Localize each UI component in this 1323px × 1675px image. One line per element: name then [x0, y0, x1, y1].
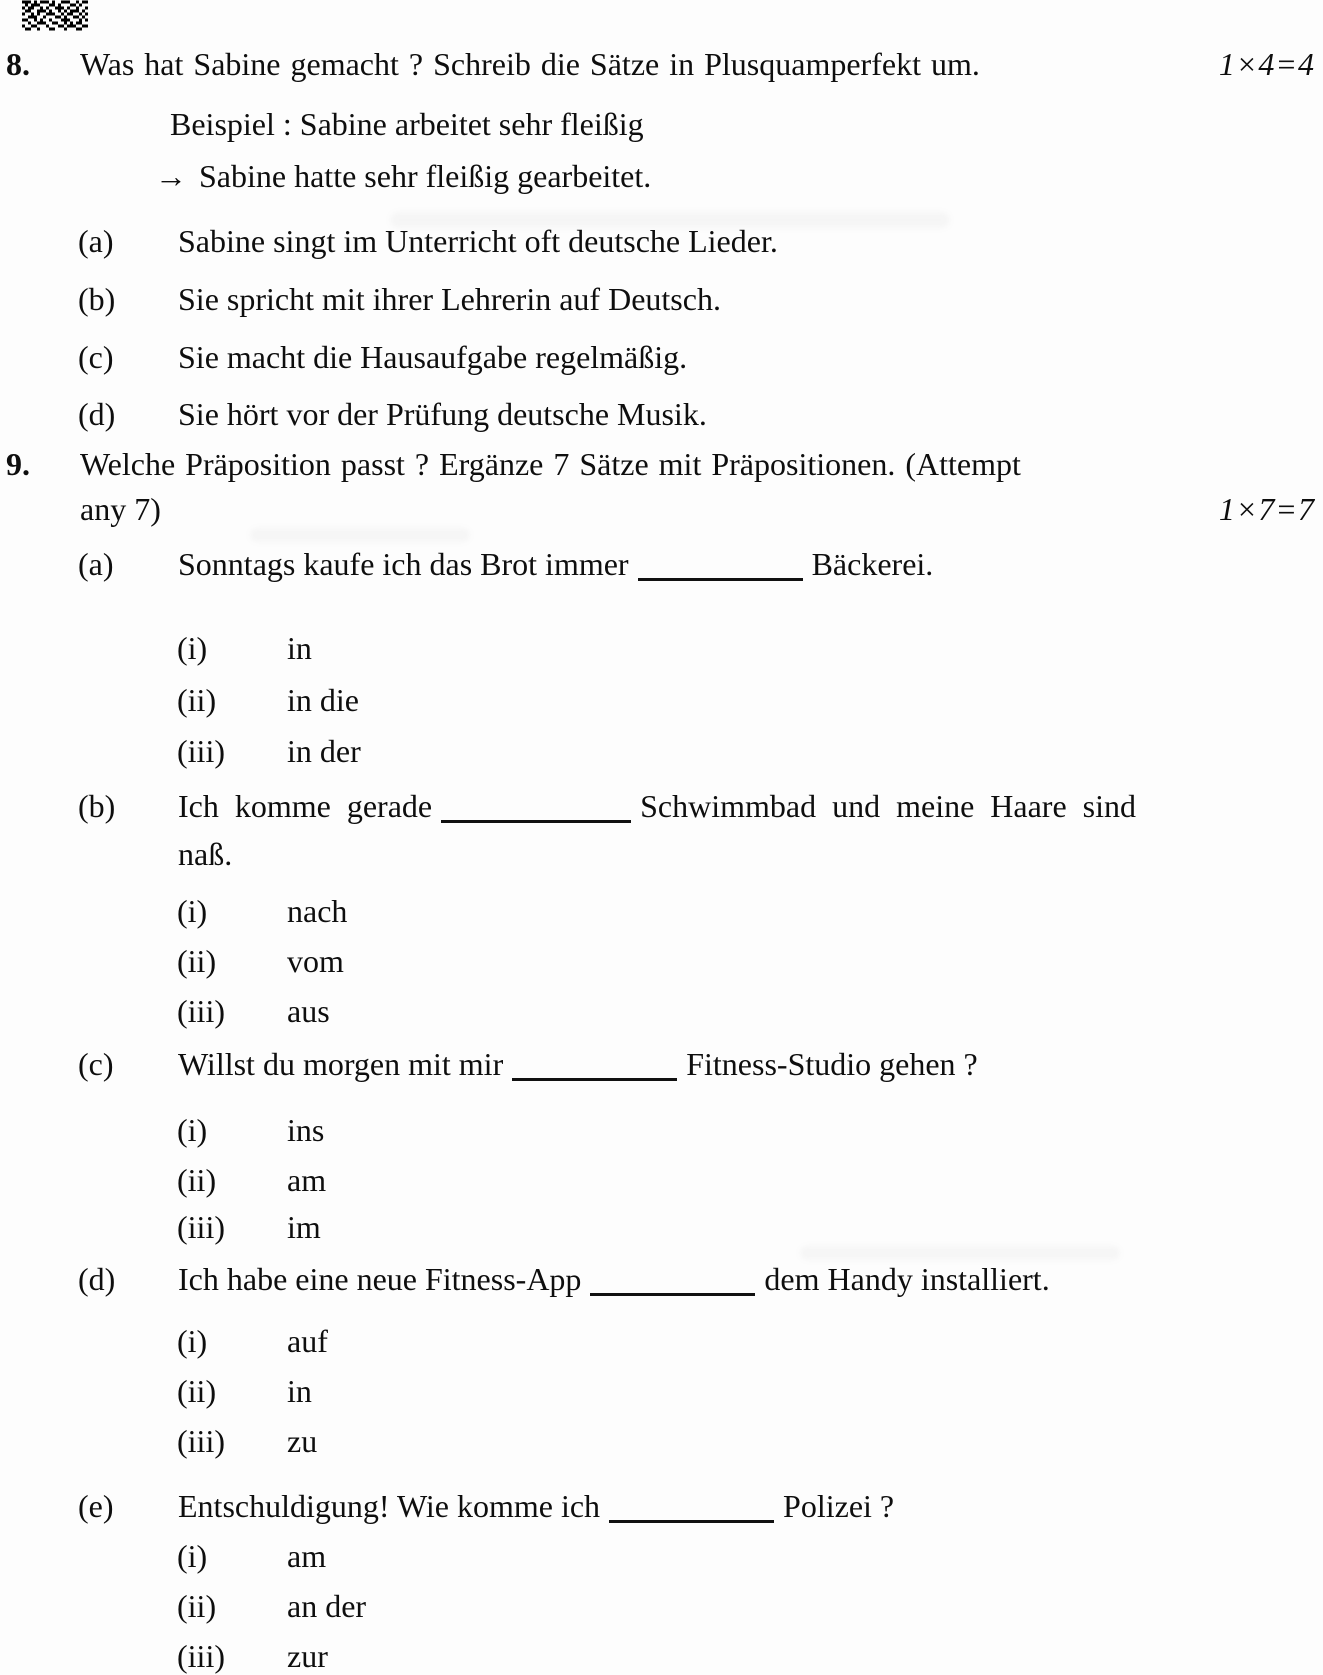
example-answer-text: Sabine hatte sehr fleißig gearbeitet.	[199, 158, 652, 194]
item-label: (b)	[78, 788, 116, 824]
q9-c-option-i	[0, 1110, 1323, 1150]
q9-item-a	[0, 544, 1323, 584]
q9-a-option-iii	[0, 731, 1323, 771]
qr-code-icon	[22, 0, 88, 31]
option-text: am	[287, 1538, 327, 1574]
q9-item-d	[0, 1259, 1323, 1299]
answer-blank	[638, 551, 803, 581]
scan-artifact	[800, 1246, 1120, 1260]
option-label: (iii)	[177, 993, 225, 1029]
item-text-before: Willst du morgen mit mir	[178, 1046, 504, 1082]
q9-d-option-ii	[0, 1371, 1323, 1411]
item-text-after: dem Handy installiert.	[764, 1261, 1050, 1297]
example-answer-line	[155, 156, 1323, 196]
option-text: zu	[287, 1423, 318, 1459]
question-8-number: 8.	[6, 46, 30, 82]
item-text-continuation: naß.	[178, 836, 233, 872]
item-label: (b)	[78, 281, 116, 317]
question-9-text-line1: Welche Präposition passt ? Ergänze 7 Sätze mit Präpositionen. (Attempt	[80, 446, 1021, 482]
q9-d-option-iii	[0, 1421, 1323, 1461]
option-label: (i)	[177, 630, 208, 666]
option-label: (iii)	[177, 1423, 225, 1459]
answer-blank	[609, 1493, 774, 1523]
option-text: im	[287, 1209, 321, 1245]
q9-c-option-ii	[0, 1160, 1323, 1200]
q9-a-option-i	[0, 628, 1323, 668]
q9-c-option-iii	[0, 1207, 1323, 1247]
item-text-after: Fitness-Studio gehen ?	[686, 1046, 978, 1082]
answer-blank	[441, 793, 631, 823]
item-text-after: Schwimmbad und meine Haare sind	[640, 788, 1136, 824]
q8-item-d	[0, 394, 1323, 434]
item-text: Sie hört vor der Prüfung deutsche Musik.	[178, 396, 707, 432]
q9-b-option-i	[0, 891, 1323, 931]
question-9-marks: 1×7=7	[1218, 491, 1315, 527]
option-label: (iii)	[177, 1209, 225, 1245]
option-text: in der	[287, 733, 361, 769]
q9-item-e	[0, 1486, 1323, 1526]
item-text: Sie macht die Hausaufgabe regelmäßig.	[178, 339, 688, 375]
item-label: (d)	[78, 396, 116, 432]
option-text: zur	[287, 1638, 328, 1674]
option-text: an der	[287, 1588, 367, 1624]
item-text-before: Sonntags kaufe ich das Brot immer	[178, 546, 629, 582]
option-label: (ii)	[177, 943, 217, 979]
item-label: (c)	[78, 1046, 114, 1082]
option-label: (i)	[177, 893, 208, 929]
q9-b-option-ii	[0, 941, 1323, 981]
scan-artifact	[250, 528, 470, 542]
q9-e-option-i	[0, 1536, 1323, 1576]
q9-item-b-continuation	[178, 834, 1323, 874]
q9-e-option-iii	[0, 1636, 1323, 1675]
item-label: (c)	[78, 339, 114, 375]
q9-d-option-i	[0, 1321, 1323, 1361]
q8-item-c	[0, 337, 1323, 377]
option-text: nach	[287, 893, 348, 929]
item-label: (a)	[78, 223, 114, 259]
item-text-before: Ich habe eine neue Fitness-App	[178, 1261, 582, 1297]
example-text: Beispiel : Sabine arbeitet sehr fleißig	[170, 106, 644, 142]
option-text: in die	[287, 682, 359, 718]
answer-blank	[512, 1051, 677, 1081]
option-label: (iii)	[177, 1638, 225, 1674]
question-8-marks: 1×4=4	[1218, 46, 1315, 82]
option-label: (iii)	[177, 733, 225, 769]
item-label: (a)	[78, 546, 114, 582]
item-text: Sabine singt im Unterricht oft deutsche Lieder.	[178, 223, 778, 259]
question-9-header	[0, 444, 1323, 484]
item-text-before: Ich komme gerade	[178, 788, 433, 824]
example-line	[170, 104, 1323, 144]
option-label: (ii)	[177, 682, 217, 718]
option-label: (ii)	[177, 1162, 217, 1198]
q9-e-option-ii	[0, 1586, 1323, 1626]
option-text: auf	[287, 1323, 328, 1359]
question-9-text-line2: any 7)	[80, 491, 161, 527]
option-label: (ii)	[177, 1373, 217, 1409]
option-text: am	[287, 1162, 327, 1198]
item-text: Sie spricht mit ihrer Lehrerin auf Deutsch.	[178, 281, 721, 317]
q9-b-option-iii	[0, 991, 1323, 1031]
option-label: (ii)	[177, 1588, 217, 1624]
question-8-text: Was hat Sabine gemacht ? Schreib die Sätze in Plusquamperfekt um.	[80, 46, 980, 82]
item-label: (d)	[78, 1261, 116, 1297]
option-text: in	[287, 1373, 312, 1409]
option-label: (i)	[177, 1538, 208, 1574]
option-label: (i)	[177, 1323, 208, 1359]
q9-item-b	[0, 786, 1323, 826]
q8-item-a	[0, 221, 1323, 261]
question-9-number: 9.	[6, 446, 30, 482]
option-text: ins	[287, 1112, 325, 1148]
q9-a-option-ii	[0, 680, 1323, 720]
arrow-icon: →	[155, 158, 187, 194]
question-9-header-line2	[0, 489, 1323, 529]
option-label: (i)	[177, 1112, 208, 1148]
q9-item-c	[0, 1044, 1323, 1084]
item-label: (e)	[78, 1488, 114, 1524]
option-text: aus	[287, 993, 330, 1029]
item-text-before: Entschuldigung! Wie komme ich	[178, 1488, 601, 1524]
q8-item-b	[0, 279, 1323, 319]
option-text: vom	[287, 943, 344, 979]
item-text-after: Polizei ?	[783, 1488, 895, 1524]
answer-blank	[590, 1266, 755, 1296]
item-text-after: Bäckerei.	[811, 546, 934, 582]
question-8-header	[0, 44, 1323, 84]
option-text: in	[287, 630, 312, 666]
